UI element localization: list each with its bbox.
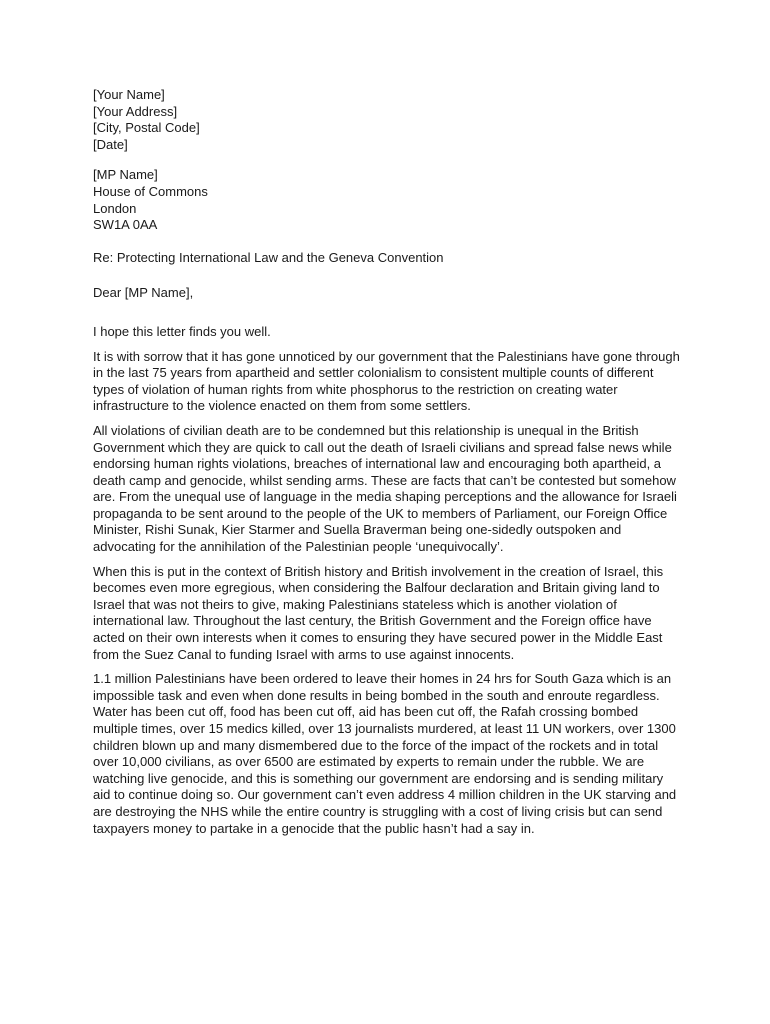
body-paragraph: When this is put in the context of British history and British involvement in the creation of Israel, this becomes even more egregious, when considering the Balfour declaration and Britain giving land to Israel that was not theirs to give, making Palestinians stateless which is another violation of international law. Throughout the last century, the British Government and the Foreign office have acted on their own interests when it comes to ensuring they have secured power in the Middle East from the Suez Canal to funding Israel with arms to use against innocents. (93, 563, 664, 662)
body-paragraph: 1.1 million Palestinians have been ordered to leave their homes in 24 hrs for South Gaza which is an impossible task and even when done results in being bombed in the south and enroute regardless. Water has been cut off, food has been cut off, aid has been cut off, the Rafah crossing bombed multiple times, over 15 medics killed, over 13 journalists murdered, at least 11 UN workers, over 1300 children blown up and many dismembered due to the force of the impact of the rockets and in total over 10,000 civilians, as over 6500 are estimated by experts to remain under the rubble. We are watching live genocide, and this is something our government are endorsing and is sending military aid to continue doing so. Our government can’t even address 4 million children in the UK starving and are destroying the NHS while the entire country is struggling with a cost of living crisis but can send taxpayers money to partake in a genocide that the public hasn’t had a say in. (93, 671, 677, 836)
recipient-name: [MP Name] (93, 167, 158, 183)
subject-line: Re: Protecting International Law and the Geneva Convention (93, 249, 444, 265)
letter-date: [Date] (93, 136, 128, 152)
letter-body (93, 324, 683, 837)
letter-page (93, 87, 683, 845)
body-paragraph: All violations of civilian death are to be condemned but this relationship is unequal in the British Government which they are quick to call out the death of Israeli civilians and spread false news while endorsing human rights violations, breaches of international law and encouraging both apartheid, a death camp and genocide, whilst sending arms. These are facts that can’t be contested but somehow are. From the unequal use of language in the media shaping perceptions and the allowance for Israeli propaganda to be sent around to the people of the UK to members of Parliament, our Foreign Office Minister, Rishi Sunak, Kier Starmer and Suella Braverman being one-sidedly outspoken and advocating for the annihilation of the Palestinian people ‘unequivocally’. (93, 422, 677, 555)
sender-name: [Your Name] (93, 87, 165, 102)
body-paragraph: I hope this letter finds you well. (93, 323, 271, 339)
sender-address: [Your Address] (93, 103, 178, 119)
recipient-city: London (93, 200, 137, 216)
sender-address-block (93, 87, 683, 153)
recipient-address-block (93, 167, 683, 233)
recipient-organization: House of Commons (93, 183, 208, 199)
salutation: Dear [MP Name], (93, 285, 194, 301)
recipient-postcode: SW1A 0AA (93, 217, 158, 233)
body-paragraph: It is with sorrow that it has gone unnoticed by our government that the Palestinians have gone through in the last 75 years from apartheid and settler colonialism to consistent multiple counts of different types of violation of human rights from white phosphorus to the restriction on creating water infrastructure to the violence enacted on them from some settlers. (93, 348, 680, 414)
sender-city-postal: [City, Postal Code] (93, 120, 200, 136)
